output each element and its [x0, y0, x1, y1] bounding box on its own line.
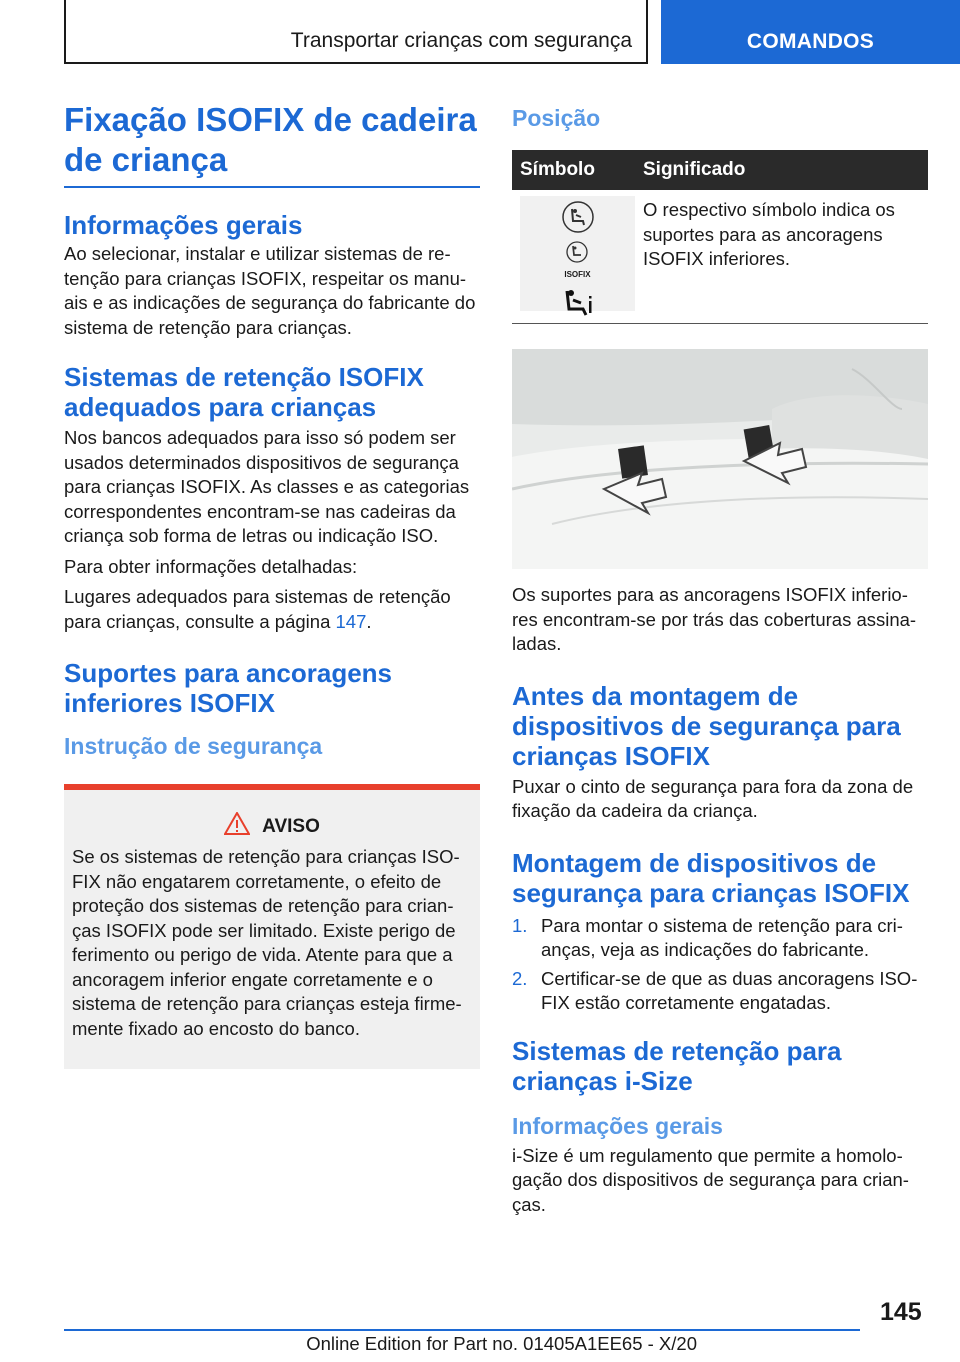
before-heading: Antes da montagem de dispositivos de segurança para crianças ISOFIX [512, 680, 901, 771]
general-text: Ao selecionar, instalar e utilizar sistemas de re-tenção para crianças ISOFIX, respeitar os manu-ais e as indicações de segurança do fabricante do sistema de retenção para crianças. [64, 243, 476, 338]
col-header-meaning: Significado [635, 150, 928, 190]
chapter-title: Transportar crianças com segurança [290, 29, 632, 52]
list-item [512, 967, 928, 1016]
footer-edition: Online Edition for Part no. 01405A1EE65 - X/20 [306, 1333, 697, 1354]
chapter-header [64, 0, 648, 64]
warning-triangle-icon [224, 812, 250, 841]
symbol-cell [512, 190, 635, 324]
safety-heading: Instrução de segurança [64, 733, 323, 759]
step-number: 2. [512, 967, 528, 989]
isofix-symbols [520, 196, 635, 311]
mount-heading: Montagem de dispositivos de segurança para crianças ISOFIX [512, 847, 910, 908]
mount-steps [512, 914, 928, 1016]
warning-title: AVISO [262, 815, 320, 837]
meaning-cell: O respectivo símbolo indica os suportes para as ancoragens ISOFIX inferiores. [643, 199, 895, 269]
isize-general-heading: Informações gerais [512, 1112, 723, 1139]
places-paragraph [64, 585, 480, 634]
supports-heading: Suportes para ancoragens inferiores ISOFIX [64, 658, 392, 718]
isize-heading: Sistemas de retenção para crianças i-Size [512, 1035, 842, 1096]
warning-title-row [72, 812, 472, 841]
table-row [512, 190, 928, 324]
warning-box [64, 784, 480, 1069]
systems-text: Nos bancos adequados para isso só podem ser usados determinados dispositivos de segurança para crianças ISOFIX. As classes e as categorias correspondentes encontram-se nas cadeiras da criança sob forma de letras ou indicação ISO. [64, 427, 470, 546]
places-text: Lugares adequados para sistemas de retenção para crianças, consulte a página [64, 586, 451, 632]
list-item [512, 914, 928, 963]
places-end: . [366, 610, 372, 632]
page-link[interactable]: 147 [335, 610, 367, 632]
section-tab [661, 0, 960, 64]
isize-text: i-Size é um regulamento que permite a homolo-gação dos dispositivos de segurança para crian-ças. [512, 1144, 909, 1215]
step-text: Para montar o sistema de retenção para cri-anças, veja as indicações do fabricante. [541, 914, 903, 960]
step-text: Certificar-se de que as duas ancoragens ISO-FIX estão corretamente engatadas. [541, 967, 918, 1013]
section-label: COMANDOS [746, 30, 875, 53]
right-column [512, 100, 928, 1217]
left-column [64, 100, 480, 1069]
general-heading: Informações gerais [64, 210, 303, 240]
photo-caption: Os suportes para as ancoragens ISOFIX inferio-res encontram-se por trás das coberturas assina-ladas. [512, 584, 917, 654]
seat-anchor-photo [512, 349, 928, 569]
footer-divider [64, 1329, 860, 1331]
page-title: Fixação ISOFIX de cadeira de criança [64, 100, 480, 188]
details-text: Para obter informações detalhadas: [64, 555, 358, 577]
before-text: Puxar o cinto de segurança para fora da zona de fixação da cadeira da criança. [512, 775, 914, 821]
position-heading: Posição [512, 105, 601, 131]
page-number: 145 [880, 1298, 922, 1326]
child-seat-info-icon [561, 287, 595, 324]
col-header-symbol: Símbolo [512, 150, 635, 190]
systems-heading: Sistemas de retenção ISOFIX adequados para crianças [64, 362, 424, 422]
child-seat-circle-icon [561, 200, 595, 241]
isofix-label: ISOFIX [564, 269, 591, 279]
step-number: 1. [512, 914, 528, 936]
warning-text: Se os sistemas de retenção para crianças ISO-FIX não engatarem corretamente, o efeito de proteção dos sistemas de retenção para crian-ças ISOFIX pode ser limitado. Existe perigo de ferimento ou perigo de vida. Atente para que a ancoragem inferior engate corretamente e o sistema de retenção para crianças esteja firme-mente fixado ao encosto do banco. [72, 846, 462, 1039]
isofix-icon [564, 241, 590, 288]
symbol-table [512, 150, 928, 324]
table-header-row [512, 150, 928, 190]
